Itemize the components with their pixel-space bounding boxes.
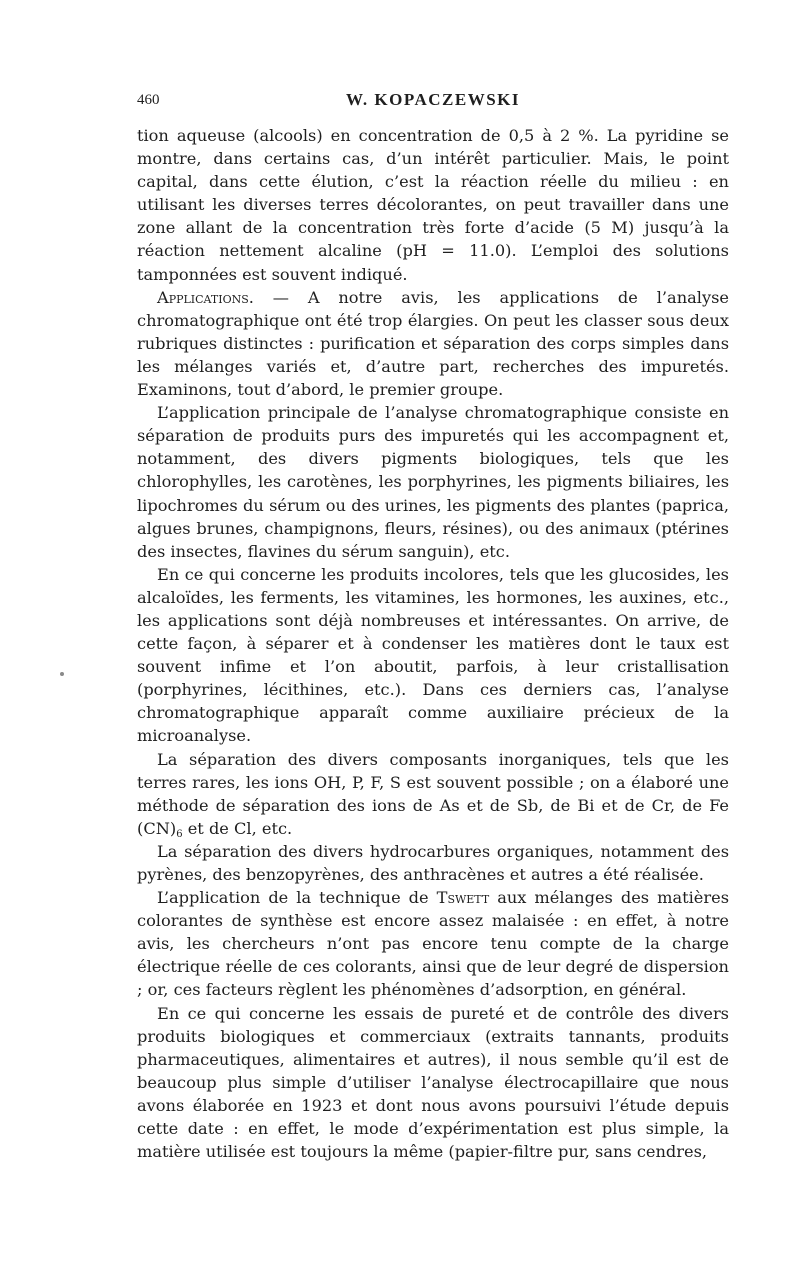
paragraph-tswett-start: L’application de la technique de — [157, 888, 437, 908]
paragraph-tswett-end: aux mélanges des matières colorantes de synthèse est encore assez malaisée : en effet, à notre avis, les chercheurs n’ont pas encore tenu compte de la charge électrique réelle de ces colorants, ainsi que de leur degré de dispersion ; or, ces facteurs règlent les phénomènes d’adsorption, en général. — [137, 888, 730, 1000]
running-head-author: W. KOPACZEWSKI — [345, 90, 521, 109]
paragraph-inorganic — [137, 748, 729, 840]
paragraph-purity-tests: En ce qui concerne les essais de pureté et de contrôle des divers produits biologiques et commerciaux (extraits tannants, produits pharmaceutiques, alimentaires et autres), il nous semble qu’il est de beaucoup plus simple d’utiliser l’analyse électrocapillaire que nous avons élaborée en 1923 et dont nous avons poursuivi l’étude depuis cette date : en effet, le mode d’expérimentation est plus simple, la matière utilisée est toujours la même (papier-filtre pur, sans cendres, — [137, 1003, 729, 1162]
paragraph-inorganic-text: La séparation des divers composants inorganiques, tels que les terres rares, les ions OH, P, F, S est souvent possible ; on a élaboré une méthode de séparation des ions de As et de Sb, de Bi et de Cr, de Fe (CN) — [137, 749, 729, 838]
paragraph-elution: tion aqueuse (alcools) en concentration de 0,5 à 2 %. La pyridine se montre, dans certains cas, d’un intérêt particulier. Mais, le point capital, dans cette élution, c’est la réaction réelle du milieu : en utilisant les diverses terres décolorantes, on peut travailler dans une zone allant de la concentration très forte d’acide (5 M) jusqu’à la réaction nettement alcaline (pH = 11.0). L’emploi des solutions tamponnées est souvent indiqué. — [137, 126, 729, 284]
subscript-six: 6 — [176, 828, 183, 840]
author-name-tswett: Tswett — [436, 888, 490, 908]
margin-ink-speck — [60, 672, 64, 676]
paragraph-applications-text: — A notre avis, les applications de l’analyse chromatographique ont été trop élargies. On peut les classer sous deux rubriques distinctes : purification et séparation des corps simples dans les mélanges variés et, d’autre part, recherches des impuretés. Examinons, tout d’abord, le premier groupe. — [137, 287, 729, 400]
paragraph-inorganic-end: et de Cl, etc. — [182, 818, 293, 838]
body-text — [137, 124, 729, 1163]
paragraph-pigments: L’application principale de l’analyse chromatographique consiste en séparation de produits purs des impuretés qui les accompagnent et, notamment, des divers pigments biologiques, tels que les chlorophylles, les carotènes, les porphyrines, les pigments biliaires, les lipochromes du sérum ou des urines, les pigments des plantes (paprica, algues brunes, champignons, fleurs, résines), ou des animaux (ptérines des insectes, flavines du sérum sanguin), etc. — [137, 403, 729, 561]
page-header — [137, 90, 729, 116]
paragraph-tswett — [137, 886, 729, 1001]
paragraph-colorless-products: En ce qui concerne les produits incolores, tels que les glucosides, les alcaloïdes, les ferments, les vitamines, les hormones, les auxines, etc., les applications sont déjà nombreuses et intéressantes. On arrive, de cette façon, à séparer et à condenser les matières dont le taux est souvent infime et l’on aboutit, parfois, à leur cristallisation (porphyrines, lécithines, etc.). Dans ces derniers cas, l’analyse chromatographique apparaît comme auxiliaire précieux de la microanalyse. — [137, 564, 729, 746]
paragraph-hydrocarbons: La séparation des divers hydrocarbures organiques, notamment des pyrènes, des benzopyrènes, des anthracènes et autres a été réalisée. — [137, 841, 729, 884]
page-number: 460 — [137, 92, 160, 108]
paragraph-applications — [137, 286, 729, 401]
section-heading-applications: Applications. — [157, 287, 254, 307]
